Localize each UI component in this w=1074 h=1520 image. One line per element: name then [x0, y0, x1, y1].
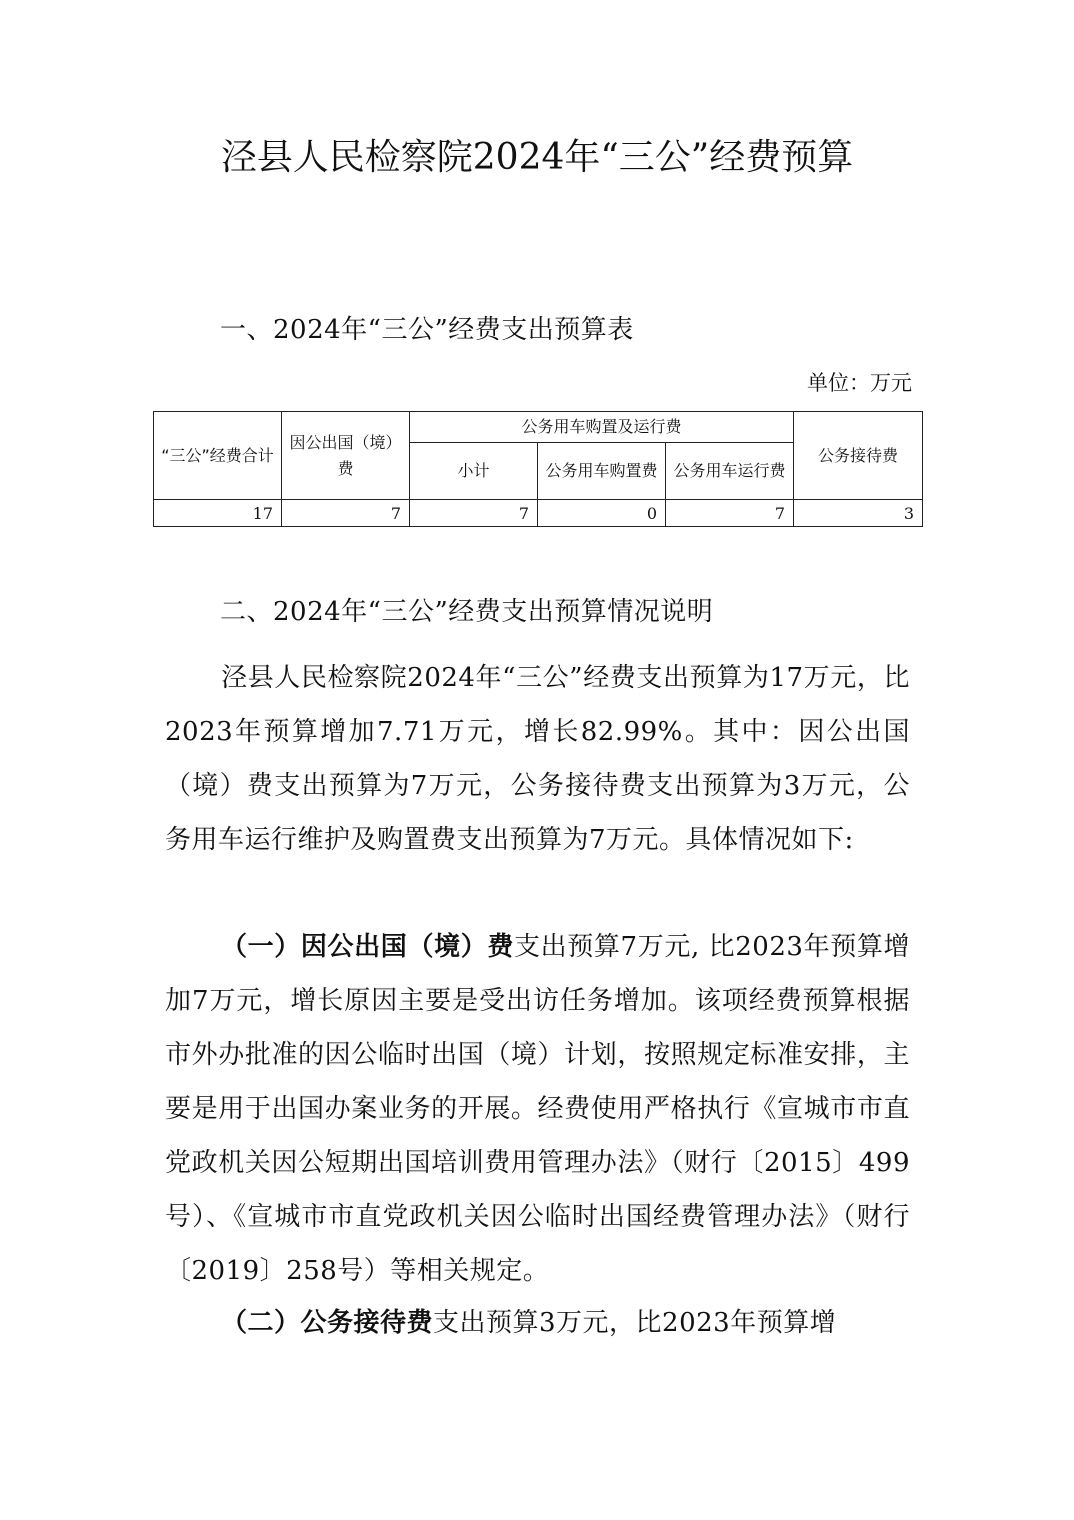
value-vehicle-operation: 7	[666, 500, 794, 527]
unit-label: 单位：万元	[807, 371, 912, 395]
table-row	[154, 500, 923, 527]
header-total: “三公”经费合计	[154, 412, 282, 500]
section-1-heading: 一、2024年“三公”经费支出预算表	[220, 315, 634, 345]
summary-paragraph: 泾县人民检察院2024年“三公”经费支出预算为17万元，比2023年预算增加7.71万元，增长82.99%。其中：因公出国（境）费支出预算为7万元，公务接待费支出预算为3万元，公务用车运行维护及购置费支出预算为7万元。具体情况如下:	[165, 663, 910, 855]
value-subtotal: 7	[410, 500, 538, 527]
header-subtotal: 小计	[410, 443, 538, 500]
section-2-heading: 二、2024年“三公”经费支出预算情况说明	[220, 597, 714, 627]
header-vehicle-group: 公务用车购置及运行费	[410, 412, 794, 443]
value-total: 17	[154, 500, 282, 527]
item-2-text: 支出预算3万元，比2023年预算增	[433, 1308, 837, 1338]
item-1-paragraph	[165, 920, 910, 1298]
item-1-label: （一）因公出国（境）费	[221, 932, 514, 962]
value-abroad: 7	[282, 500, 410, 527]
header-vehicle-purchase: 公务用车购置费	[538, 443, 666, 500]
header-reception: 公务接待费	[794, 412, 923, 500]
budget-table	[153, 411, 923, 527]
item-1-text: 支出预算7万元, 比2023年预算增加7万元，增长原因主要是受出访任务增加。该项经费预算根据市外办批准的因公临时出国（境）计划，按照规定标准安排，主要是用于出国办案业务的开展。经费使用严格执行《宣城市市直党政机关因公短期出国培训费用管理办法》（财行〔2015〕499号）、《宣城市市直党政机关因公临时出国经费管理办法》（财行〔2019〕258号）等相关规定。	[165, 932, 910, 1286]
item-2-paragraph	[165, 1296, 910, 1350]
value-vehicle-purchase: 0	[538, 500, 666, 527]
document-title: 泾县人民检察院2024年“三公”经费预算	[220, 137, 854, 178]
header-vehicle-operation: 公务用车运行费	[666, 443, 794, 500]
value-reception: 3	[794, 500, 923, 527]
item-2-label: （二）公务接待费	[221, 1308, 434, 1338]
header-abroad: 因公出国（境）费	[282, 412, 410, 500]
